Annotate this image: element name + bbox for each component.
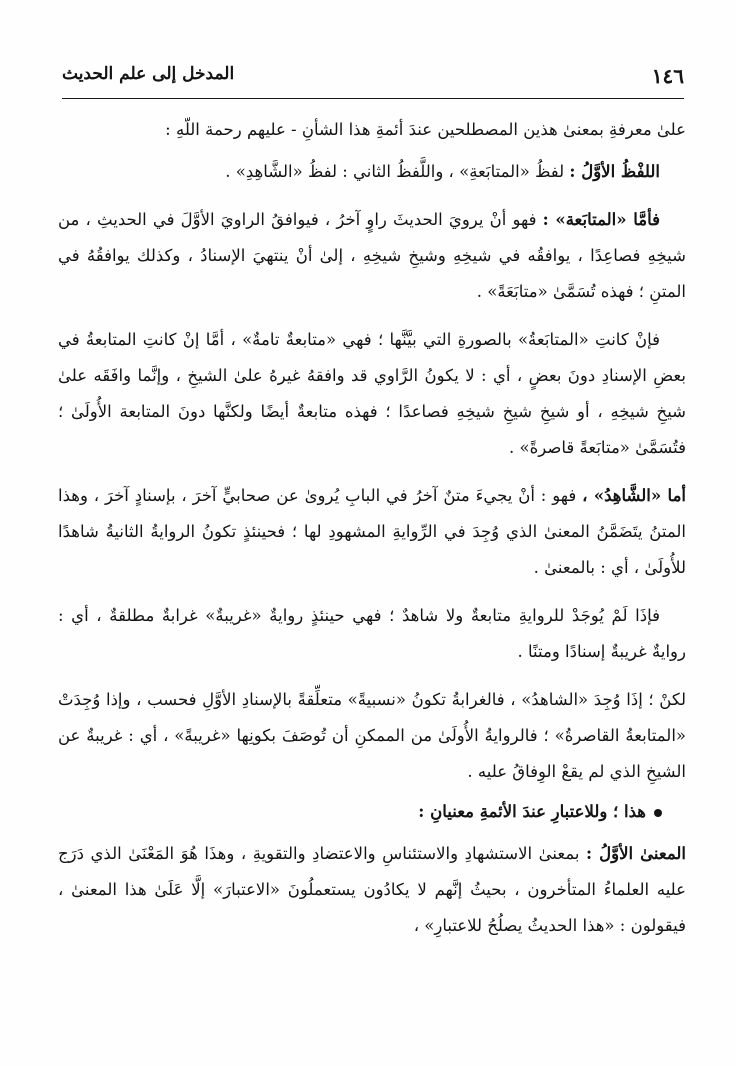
paragraph-terms [58, 154, 686, 190]
bullet-heading [58, 794, 686, 830]
paragraph-nisbiyyah [58, 682, 686, 790]
paragraph-full-partial [58, 322, 686, 466]
paragraph-text: فإذَا لَمْ يُوجَدْ للروايةِ متابعةٌ ولا شاهدٌ ؛ فهي حينئذٍ روايةٌ «غريبةٌ» غرابةٌ مطلقةٌ ، أي : روايةٌ غريبةٌ إسنادًا ومتنًا . [58, 606, 686, 661]
paragraph-text: فهو أنْ يرويَ الحديثَ راوٍ آخرُ ، فيوافقُ الراويَ الأوَّلَ في الحديثِ ، من شيخِهِ فصاعِدًا ، يوافقُه في شيخِهِ وشيخِ شيخِهِ ، إلىٰ أنْ ينتهيَ الإسنادُ ، وكذلك يوافقُهُ في المتنِ ؛ فهذه تُسَمَّىٰ «متابَعَةً» . [58, 210, 686, 301]
page-header [62, 60, 684, 94]
term-label: اللفْظُ الأوَّلُ : [569, 162, 660, 181]
term-label: فأمَّا «المتابَعة» : [542, 210, 661, 229]
term-label: أما «الشَّاهِدُ» ، [582, 486, 686, 505]
bullet-text: هذا ؛ وللاعتبارِ عندَ الأئمةِ معنيانِ : [418, 802, 646, 821]
paragraph-text: فهو : أنْ يجيءَ متنٌ آخرُ في البابِ يُروىٰ عن صحابيٍّ آخرَ ، بإسنادٍ آخرَ ، وهذا المتنُ يتَضَمَّنُ المعنىٰ الذي وُجِدَ في الرِّوايةِ المشهودِ لها ؛ فحينئذٍ تكونُ الروايةُ الثانيةُ شاهدًا للأُولَىٰ ، أي : بالمعنىٰ . [58, 486, 686, 577]
paragraph-first-meaning [58, 836, 686, 944]
body-text [58, 112, 686, 944]
paragraph-mutabaah [58, 202, 686, 310]
paragraph-gharib [58, 598, 686, 670]
page-number: ١٤٦ [651, 64, 684, 88]
paragraph-intro [58, 112, 686, 148]
paragraph-text: بمعنىٰ الاستشهادِ والاستئناسِ والاعتضادِ والتقويةِ ، وهذَا هُوَ المَعْنَىٰ الذي دَرَج عليه العلماءُ المتأخرون ، بحيثُ إنَّهم لا يكادُون يستعملُونَ «الاعتبارَ» إلَّا عَلَىٰ هذا المعنىٰ ، فيقولون : «هذا الحديثُ يصلُحُ للاعتبارِ» ، [58, 844, 686, 935]
running-title: المدخل إلى علم الحديث [62, 64, 235, 84]
paragraph-text: لكنْ ؛ إذَا وُجِدَ «الشاهدُ» ، فالغرابةُ تكونُ «نسبيةً» متعلِّقةً بالإسنادِ الأوَّلِ فحسب ، وإذا وُجِدَتْ «المتابعةُ القاصرةُ» ؛ فالروايةُ الأُولَىٰ من الممكنِ أن تُوصَفَ بكونِها «غريبةً» ، أي : غريبةٌ عن الشيخِ الذي لم يقعْ الوِفاقُ عليه . [58, 690, 686, 781]
paragraph-text: لفظُ «المتابَعةِ» ، واللَّفظُ الثاني : لفظُ «الشَّاهِدِ» . [225, 162, 570, 181]
paragraph-text: علىٰ معرفةِ بمعنىٰ هذين المصطلحين عندَ أئمةِ هذا الشأنِ - عليهم رحمة اللّهِ : [165, 120, 686, 139]
bullet-icon [654, 809, 662, 817]
paragraph-text: فإنْ كانتِ «المتابَعةُ» بالصورةِ التي بيَّنَّها ؛ فهي «متابعةٌ تامةٌ» ، أمَّا إنْ كانتِ المتابعةُ في بعضِ الإسنادِ دونَ بعضٍ ، أي : لا يكونُ الرَّاوي قد وافقهُ غيرهُ علىٰ الشيخِ ، وإنَّما وافَقَه علىٰ شيخِ شيخِهِ ، أو شيخِ شيخِ شيخِهِ فصاعدًا ؛ فهذه متابعةٌ أيضًا ولكنَّها دونَ المتابعة الأُولَىٰ ؛ فتُسَمَّىٰ «متابَعةً قاصرةً» . [58, 330, 686, 457]
paragraph-shahid [58, 478, 686, 586]
term-label: المعنىٰ الأوَّلُ : [586, 844, 686, 863]
header-divider [62, 98, 684, 99]
